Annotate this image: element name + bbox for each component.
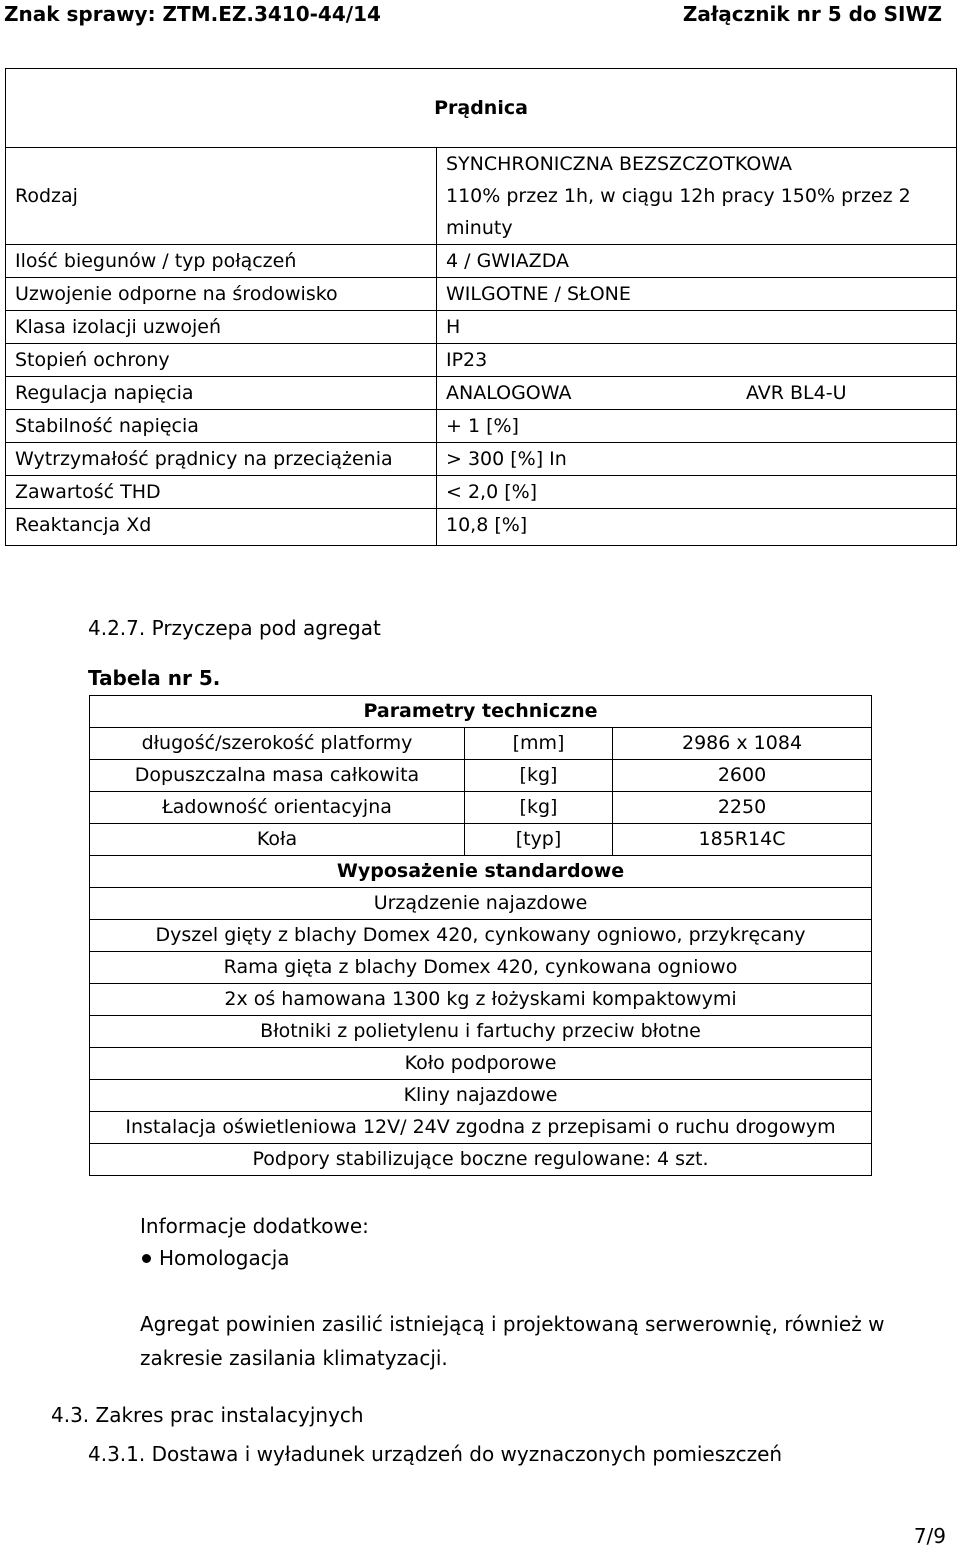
- trailer-row: [90, 824, 872, 856]
- generator-row: [6, 443, 957, 476]
- table-label: Tabela nr 5.: [88, 666, 221, 690]
- rodzaj-line: 110% przez 1h, w ciągu 12h pracy 150% przez 2: [446, 185, 911, 207]
- generator-value: [437, 245, 957, 278]
- section-4-2-7: 4.2.7. Przyczepa pod agregat: [88, 616, 381, 640]
- generator-row: [6, 377, 957, 410]
- bullet-text: Homologacja: [159, 1246, 290, 1270]
- equipment-item: Kliny najazdowe: [90, 1080, 872, 1112]
- generator-value-extra: AVR BL4-U: [746, 382, 847, 404]
- generator-value-text: WILGOTNE / SŁONE: [446, 283, 631, 305]
- generator-value: [437, 311, 957, 344]
- bullet-dot: [142, 1254, 151, 1263]
- generator-value-text: ANALOGOWA: [446, 382, 572, 404]
- equipment-row: [90, 1016, 872, 1048]
- generator-value-text: 4 / GWIAZDA: [446, 250, 569, 272]
- generator-row: [6, 245, 957, 278]
- generator-value-text: IP23: [446, 349, 488, 371]
- generator-label: Stopień ochrony: [6, 344, 437, 377]
- generator-table: [5, 68, 957, 546]
- generator-value-text: + 1 [%]: [446, 415, 519, 437]
- generator-label-rodzaj: Rodzaj: [6, 148, 437, 245]
- equipment-row: [90, 1112, 872, 1144]
- generator-label: Stabilność napięcia: [6, 410, 437, 443]
- page-header: [0, 0, 960, 30]
- generator-row: [6, 311, 957, 344]
- equipment-item: Błotniki z polietylenu i fartuchy przeciw błotne: [90, 1016, 872, 1048]
- generator-label: Wytrzymałość prądnicy na przeciążenia: [6, 443, 437, 476]
- generator-value-text: 10,8 [%]: [446, 514, 528, 536]
- generator-value-text: > 300 [%] In: [446, 448, 567, 470]
- equipment-item: Urządzenie najazdowe: [90, 888, 872, 920]
- equipment-item: Rama gięta z blachy Domex 420, cynkowana ogniowo: [90, 952, 872, 984]
- rodzaj-line: SYNCHRONICZNA BEZSZCZOTKOWA: [446, 153, 793, 175]
- equipment-row: [90, 1048, 872, 1080]
- equipment-title: Wyposażenie standardowe: [90, 856, 872, 888]
- generator-value: [437, 509, 957, 546]
- additional-info-label: Informacje dodatkowe:: [140, 1214, 369, 1238]
- generator-value-text: < 2,0 [%]: [446, 481, 538, 503]
- trailer-value: 185R14C: [613, 824, 872, 856]
- generator-value: [437, 344, 957, 377]
- trailer-param: Koła: [90, 824, 465, 856]
- trailer-param: Ładowność orientacyjna: [90, 792, 465, 824]
- trailer-unit: [mm]: [465, 728, 613, 760]
- trailer-param: Dopuszczalna masa całkowita: [90, 760, 465, 792]
- equipment-item: Koło podporowe: [90, 1048, 872, 1080]
- section-4-3-1: 4.3.1. Dostawa i wyładunek urządzeń do wyznaczonych pomieszczeń: [88, 1442, 783, 1466]
- generator-row: [6, 344, 957, 377]
- trailer-row: [90, 728, 872, 760]
- attachment-label: Załącznik nr 5 do SIWZ: [682, 2, 942, 26]
- generator-value: [437, 410, 957, 443]
- bullet-item: [140, 1246, 290, 1270]
- generator-value: [437, 377, 957, 410]
- trailer-value: 2250: [613, 792, 872, 824]
- equipment-row: [90, 952, 872, 984]
- equipment-item: Podpory stabilizujące boczne regulowane: 4 szt.: [90, 1144, 872, 1176]
- generator-label: Reaktancja Xd: [6, 509, 437, 546]
- equipment-row: [90, 1080, 872, 1112]
- generator-value-text: H: [446, 316, 461, 338]
- generator-value: [437, 443, 957, 476]
- case-number: Znak sprawy: ZTM.EZ.3410-44/14: [4, 2, 381, 26]
- generator-row: [6, 476, 957, 509]
- generator-row: [6, 410, 957, 443]
- trailer-param: długość/szerokość platformy: [90, 728, 465, 760]
- equipment-row: [90, 1144, 872, 1176]
- generator-value-rodzaj: [437, 148, 957, 245]
- generator-title: Prądnica: [6, 69, 957, 148]
- equipment-item: Instalacja oświetleniowa 12V/ 24V zgodna z przepisami o ruchu drogowym: [90, 1112, 872, 1144]
- generator-row: [6, 278, 957, 311]
- generator-row: [6, 509, 957, 546]
- generator-label: Zawartość THD: [6, 476, 437, 509]
- equipment-row: [90, 888, 872, 920]
- trailer-value: 2600: [613, 760, 872, 792]
- section-4-3: 4.3. Zakres prac instalacyjnych: [51, 1403, 364, 1427]
- equipment-row: [90, 920, 872, 952]
- page-number: 7/9: [913, 1524, 946, 1548]
- trailer-row: [90, 760, 872, 792]
- generator-label: Klasa izolacji uzwojeń: [6, 311, 437, 344]
- generator-label: Uzwojenie odporne na środowisko: [6, 278, 437, 311]
- trailer-unit: [kg]: [465, 792, 613, 824]
- generator-label: Regulacja napięcia: [6, 377, 437, 410]
- trailer-row: [90, 792, 872, 824]
- generator-value: [437, 278, 957, 311]
- equipment-item: Dyszel gięty z blachy Domex 420, cynkowany ogniowo, przykręcany: [90, 920, 872, 952]
- trailer-unit: [kg]: [465, 760, 613, 792]
- trailer-table: [89, 695, 872, 1176]
- equipment-item: 2x oś hamowana 1300 kg z łożyskami kompaktowymi: [90, 984, 872, 1016]
- generator-label: Ilość biegunów / typ połączeń: [6, 245, 437, 278]
- generator-value: [437, 476, 957, 509]
- rodzaj-line: minuty: [446, 217, 513, 239]
- paragraph: Agregat powinien zasilić istniejącą i projektowaną serwerownię, również w zakresie zasilania klimatyzacji.: [140, 1312, 885, 1370]
- equipment-row: [90, 984, 872, 1016]
- trailer-value: 2986 x 1084: [613, 728, 872, 760]
- trailer-title: Parametry techniczne: [90, 696, 872, 728]
- trailer-unit: [typ]: [465, 824, 613, 856]
